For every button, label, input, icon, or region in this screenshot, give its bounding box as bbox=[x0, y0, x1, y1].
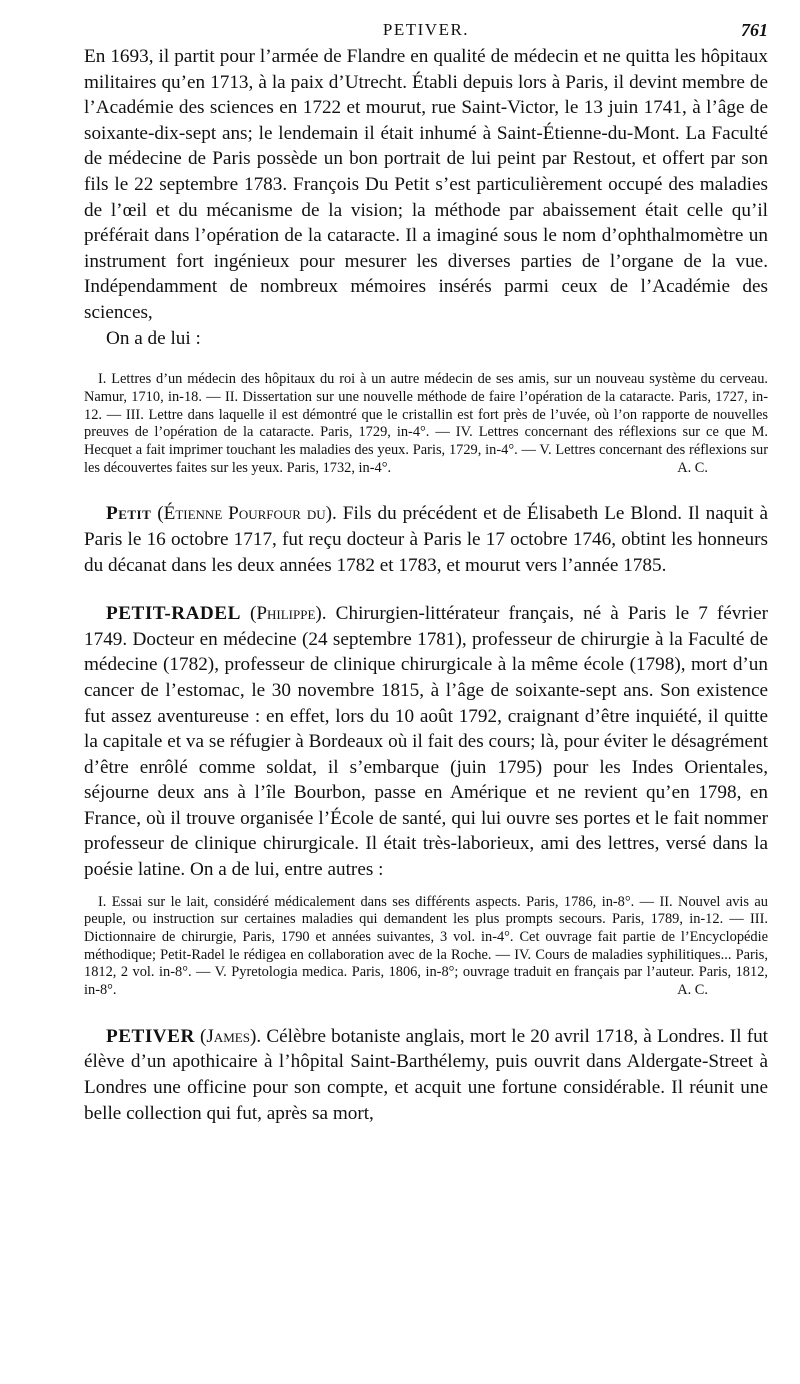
author-initials: A. C. bbox=[677, 982, 708, 999]
headword-petit-radel: PETIT-RADEL bbox=[106, 603, 241, 625]
entry-petit-radel bbox=[84, 601, 768, 883]
running-head: PETIVER. bbox=[382, 20, 470, 39]
book-page bbox=[84, 20, 768, 1126]
entry-petit-radel-name: (Philippe). bbox=[249, 603, 327, 625]
bibliography-petit bbox=[84, 371, 768, 477]
page-header bbox=[84, 20, 768, 44]
entry-petiver bbox=[84, 1024, 768, 1126]
works-intro bbox=[84, 326, 768, 352]
continuation-paragraph: En 1693, il partit pour l’armée de Flandre en qualité de médecin et ne quitta les hôpitaux militaires qu’en 1713, à la paix d’Utrecht. Établi depuis lors à Paris, il devint membre de l’Académie des sciences en 1722 et mourut, rue Saint-Victor, le 13 juin 1741, à l’âge de soixante-dix-sept ans; le lendemain il était inhumé à Saint-Étienne-du-Mont. La Faculté de médecine de Paris possède un bon portrait de lui peint par Restout, et offert par son fils le 22 septembre 1783. François Du Petit s’est particulièrement occupé des maladies de l’œil et du mécanisme de la vision; la méthode par abaissement était celle qu’il préférait dans l’opération de la cataracte. Il a imaginé sous le nom d’ophthalmomètre un instrument fort ingénieux pour mesurer les diverses parties de l’organe de la vue. Indépendamment de nombreux mémoires insérés parmi ceux de l’Académie des sciences, bbox=[84, 46, 768, 323]
bibliography-petit-radel-text: I. Essai sur le lait, considéré médicalement dans ses différents aspects. Paris, 1786, in-8°. — II. Nouvel avis au peuple, ou instruction sur certaines maladies qui demandent les plus prompts secours. Paris, 1789, in-12. — III. Dictionnaire de chirurgie, Paris, 1790 et années suivantes, 3 vol. in-4°. Cet ouvrage fait partie de l’Encyclopédie méthodique; Petit-Radel le rédigea en collaboration avec de la Roche. — IV. Cours de maladies syphilitiques... Paris, 1812, 2 vol. in-8°. — V. Pyretologia medica. Paris, 1806, in-8°; ouvrage traduit en français par l’auteur. Paris, 1812, in-8°. bbox=[84, 893, 768, 999]
works-intro-text: On a de lui : bbox=[106, 327, 201, 349]
headword-petiver: PETIVER bbox=[106, 1025, 195, 1047]
entry-petiver-text: Célèbre botaniste anglais, mort le 20 avril 1718, à Londres. Il fut élève d’un apothicaire à l’hôpital Saint-Barthélemy, puis ouvrit dans Aldergate-Street à Londres une officine pour son compte, et acquit une fortune considérable. Il réunit une belle collection qui fut, après sa mort, bbox=[84, 1025, 769, 1124]
author-initials: A. C. bbox=[677, 459, 708, 476]
bibliography-petit-text: I. Lettres d’un médecin des hôpitaux du roi à un autre médecin de ses amis, sur un nouveau système du cerveau. Namur, 1710, in-18. — II. Dissertation sur une nouvelle méthode de faire l’opération de la cataracte. Paris, 1727, in-12. — III. Lettre dans laquelle il est démontré que le cristallin est fort près de l’uvée, où l’on rapporte de nouvelles preuves de l’opération de la cataracte. Paris, 1729, in-4°. — IV. Lettres concernant des réflexions sur ce que M. Hecquet a fait imprimer touchant les maladies des yeux. Paris, 1729, in-4°. — V. Lettres concernant des réflexions sur les découvertes faites sur les yeux. Paris, 1732, in-4°. bbox=[84, 371, 768, 476]
entry-petit-radel-text: Chirurgien-littérateur français, né à Paris le 7 février 1749. Docteur en médecine (24 septembre 1781), professeur de chirurgie à la Faculté de médecine (1782), professeur de clinique chirurgicale à la même école (1798), mort d’un cancer de l’estomac, le 30 novembre 1815, à l’âge de soixante-sept ans. Son existence fut assez aventureuse : en effet, lors du 10 août 1792, craignant d’être inquiété, il quitte la capitale et va se réfugier à Bordeaux où il fait des cours; là, pour éviter le désagrément d’être enrôlé comme soldat, il s’embarque (juin 1795) pour les Indes Orientales, séjourne deux ans à l’île Bourbon, passe en Amérique et ne revient qu’en 1798, en France, où il trouve organisée l’École de santé, qui lui ouvre ses portes et le fait nommer professeur de clinique chirurgicale. Il était très-laborieux, ami des lettres, versé dans la poésie latine. On a de lui, entre autres : bbox=[84, 603, 769, 881]
bibliography-petit-radel bbox=[84, 894, 768, 1000]
entry-petit-text: Fils du précédent et de Élisabeth Le Blond. Il naquit à Paris le 16 octobre 1717, fut reçu docteur à Paris le 17 octobre 1746, obtint les honneurs du décanat dans les deux années 1782 et 1783, et mourut vers l’année 1785. bbox=[84, 503, 769, 576]
headword-petit: Petit bbox=[106, 503, 152, 525]
entry-petit-name: (Étienne Pourfour du). bbox=[157, 503, 337, 525]
entry-petiver-name: (James). bbox=[199, 1025, 262, 1047]
entry-petit bbox=[84, 501, 768, 578]
page-number: 761 bbox=[741, 20, 768, 40]
